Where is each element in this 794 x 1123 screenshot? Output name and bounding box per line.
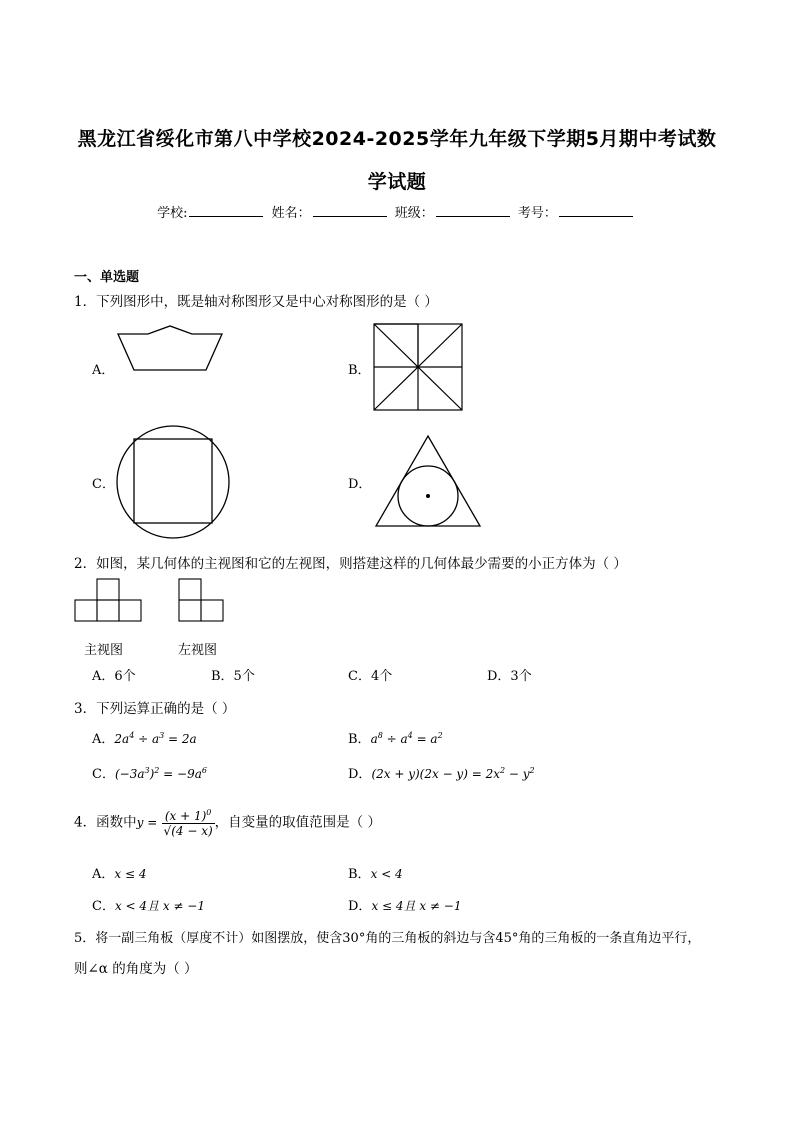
q5-stem-line2: 则∠α 的角度为（ ） [74, 961, 198, 977]
q1-option-d-label: D． [348, 477, 372, 492]
q4-fraction [162, 808, 215, 838]
q3-d-expr: $(2x + y)(2x - y) = 2x^2 - y^2$ [371, 766, 535, 781]
q4-a-expr: x ≤ 4 [114, 867, 147, 881]
q4-denominator: √(4 − x) [163, 824, 213, 838]
section-heading: 一、单选题 [74, 270, 140, 285]
q4-d-label: D． [348, 899, 372, 914]
q1-pinwheel-figure [372, 322, 464, 412]
school-label: 学校: [157, 206, 188, 221]
q2-option-d[interactable]: D．3个 [487, 669, 532, 684]
q4-d-expr: x ≤ 4且 x ≠ −1 [371, 899, 462, 913]
q3-a-expr: $2a^4 \div a^3 = 2a$ [114, 731, 197, 746]
q2-option-b[interactable]: B．5个 [211, 669, 255, 684]
exam-title-line1: 黑龙江省绥化市第八中学校2024-2025学年九年级下学期5月期中考试数 [77, 128, 717, 150]
q3-c-expr: $(-3a^3)^2 = -9a^6$ [114, 766, 207, 781]
name-blank[interactable] [313, 204, 387, 217]
school-blank[interactable] [189, 204, 263, 217]
exam-title-line2: 学试题 [367, 171, 427, 193]
q4-option-a[interactable] [92, 863, 146, 882]
q4-numerator: $(x + 1)^0$ [162, 808, 215, 824]
q3-b-label: B． [348, 732, 371, 747]
q4-c-label: C． [92, 899, 115, 914]
q3-d-label: D． [348, 767, 372, 782]
q3-a-label: A． [92, 732, 115, 747]
q4-y-equals: y = [136, 815, 158, 830]
q4-b-expr: x < 4 [370, 867, 403, 881]
q3-c-label: C． [92, 767, 115, 782]
q3-stem: 3．下列运算正确的是（ ） [74, 701, 236, 717]
q1-option-c-label: C． [92, 477, 115, 492]
q2-stem: 2．如图，某几何体的主视图和它的左视图，则搭建这样的几何体最少需要的小正方体为（ ） [74, 556, 627, 572]
student-info-row [0, 202, 794, 221]
q4-prefix: 4．函数中 [74, 814, 137, 831]
q2-option-a[interactable]: A．6个 [92, 669, 136, 684]
q1-boat-figure [110, 330, 230, 375]
q1-option-a-label: A． [92, 363, 115, 378]
q2-front-view [74, 578, 142, 622]
q3-b-expr: $a^8 \div a^4 = a^2$ [370, 731, 443, 746]
q4-option-d[interactable] [348, 895, 461, 914]
q3-option-d[interactable] [348, 763, 535, 782]
number-label: 考号： [517, 206, 557, 221]
q2-front-caption: 主视图 [84, 643, 124, 658]
q2-option-c[interactable]: C．4个 [348, 669, 393, 684]
number-blank[interactable] [559, 204, 633, 217]
q1-circle-square-figure [116, 425, 230, 539]
q4-option-c[interactable] [92, 895, 205, 914]
q3-option-c[interactable] [92, 763, 207, 782]
q4-c-expr: x < 4且 x ≠ −1 [114, 899, 205, 913]
name-label: 姓名： [271, 206, 311, 221]
q2-left-caption: 左视图 [178, 643, 218, 658]
q5-stem-line1: 5．将一副三角板（厚度不计）如图摆放，使含30°角的三角板的斜边与含45°角的三角板的一条直角边平行， [74, 931, 701, 946]
q4-suffix: ，自变量的取值范围是（ ） [214, 814, 381, 831]
q4-a-label: A． [92, 867, 115, 882]
q1-triangle-circle-figure [374, 434, 482, 528]
class-label: 班级： [394, 206, 434, 221]
q4-stem [74, 808, 381, 838]
class-blank[interactable] [436, 204, 510, 217]
q2-left-view [178, 578, 224, 622]
q3-option-a[interactable] [92, 728, 197, 747]
q4-b-label: B． [348, 867, 371, 882]
q4-option-b[interactable] [348, 863, 403, 882]
q1-stem: 1．下列图形中，既是轴对称图形又是中心对称图形的是（ ） [74, 294, 438, 310]
q3-option-b[interactable] [348, 728, 443, 747]
q1-option-b-label: B． [348, 363, 371, 378]
